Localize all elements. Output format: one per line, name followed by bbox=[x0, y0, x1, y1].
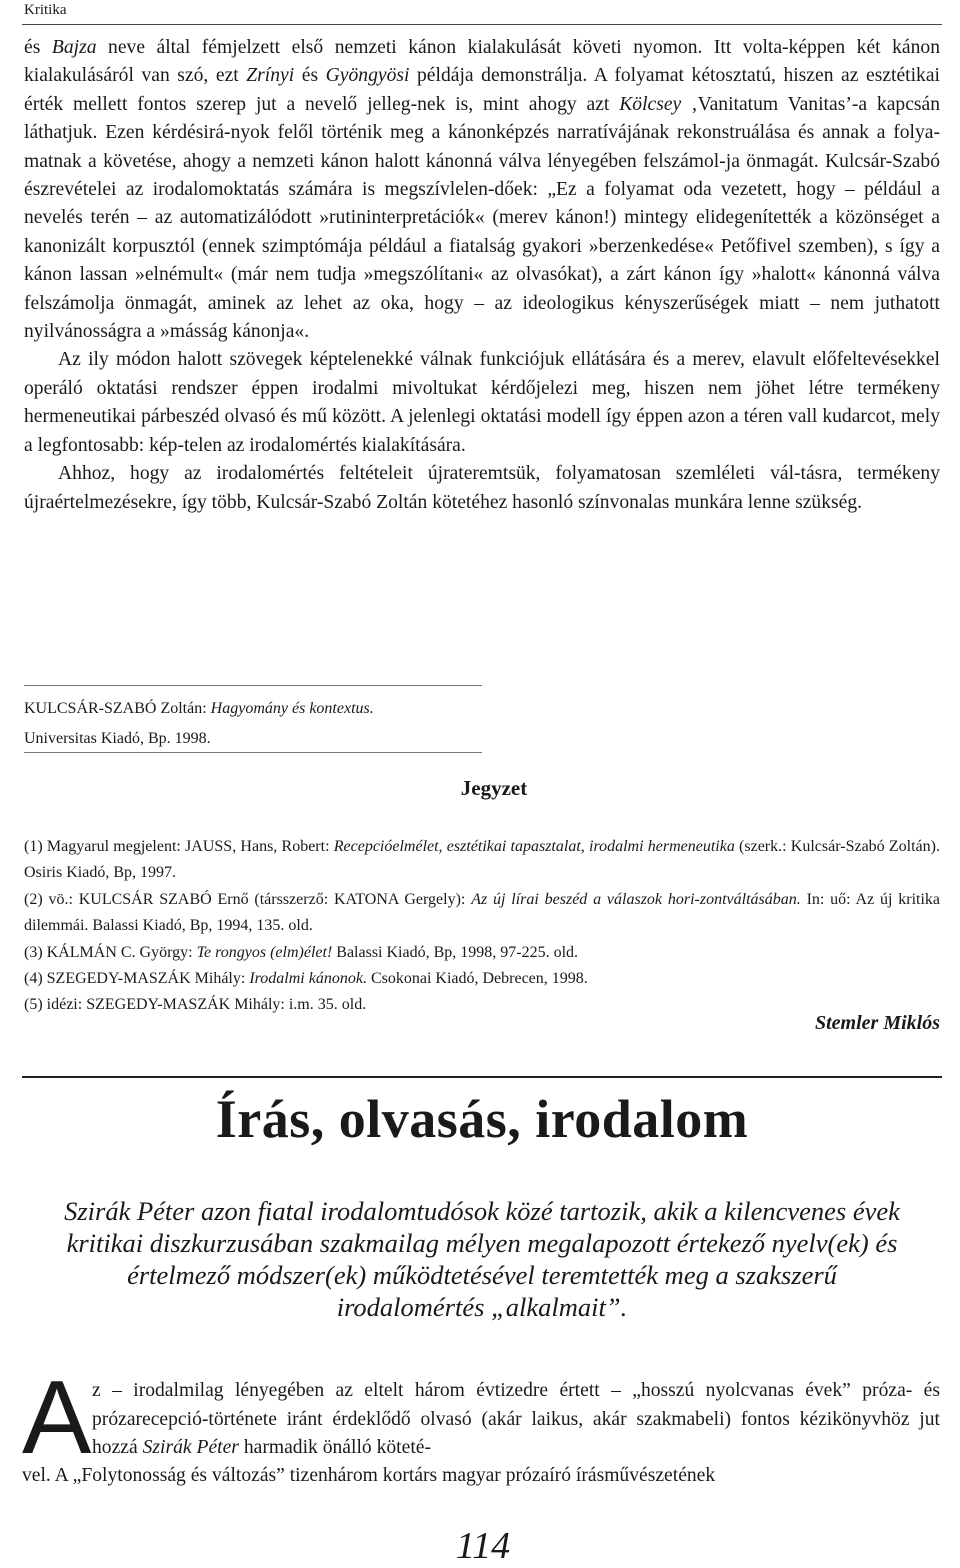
italic-name: Bajza bbox=[51, 37, 97, 58]
reference-line bbox=[24, 694, 374, 724]
reference-publisher: Universitas Kiadó, Bp. 1998. bbox=[24, 730, 211, 747]
review-author: Stemler Miklós bbox=[814, 1012, 940, 1034]
paragraph bbox=[24, 34, 940, 346]
paragraph bbox=[92, 1377, 940, 1463]
italic-name: Szirák Péter bbox=[142, 1437, 239, 1458]
note-item bbox=[24, 834, 940, 887]
note-title: Recepcióelmélet, esztétikai tapasztalat, irodalmi hermeneutika bbox=[333, 838, 735, 855]
note-text: In: uő: Az új kritika dilemmái. Balassi Kiadó, Bp, 1994, 135. old. bbox=[24, 890, 941, 935]
note-title: Irodalmi kánonok. bbox=[249, 970, 367, 988]
section-label: Kritika bbox=[24, 2, 67, 18]
italic-name: Kölcsey bbox=[619, 93, 682, 115]
italic-name: Zrínyi bbox=[246, 65, 295, 87]
reference-title: Hagyomány és kontextus. bbox=[210, 700, 374, 717]
note-text: (4) SZEGEDY-MASZÁK Mihály: bbox=[24, 970, 250, 988]
note-item bbox=[24, 966, 940, 992]
reference-rule-bottom bbox=[24, 752, 482, 753]
note-item: (5) idézi: SZEGEDY-MASZÁK Mihály: i.m. 35. old. bbox=[24, 996, 367, 1014]
text-run: ‚Vanitatum Vanitas’-a kapcsán láthatjuk. Ezen kérdésirá-nyok felől történik meg a kánonképzés narratívájának rekonstruálása és annak a folya-matnak a követése, ahogy a nemzeti kánon halott kánonná válva lényegében felszámol-ja önmagát. Kulcsár-Szabó észrevételei az irodalomoktatás számára is megszívlelen-dőek: „Ez a folyamat oda vezetett, hogy – például a nevelés terén – az automatizálódott »rutininterpretációk« (merev kánon!) mintegy elidegenítették a közönséget a kanonizált korpusztól (ennek szimptómája például a fiatalság gyakori »berzenkedése« Petőfivel szemben), s így a kánon lassan »elnémult« (már nem tudja »megszólítani« az olvasókat), a zárt kánon így »halott« kánonná válva felszámolja önmagát, aminek az lehet az oka, hogy – az ideologikus kényszerűségek miatt – nem juthatott nyilvánosságra a »másság kánonja«. bbox=[24, 93, 941, 343]
header-rule bbox=[22, 24, 942, 25]
note-text: (2) vö.: KULCSÁR SZABÓ Ernő (társszerző: KATONA Gergely): bbox=[24, 890, 472, 908]
section-divider bbox=[22, 1076, 942, 1078]
italic-name: Gyöngyösi bbox=[325, 65, 410, 87]
article-body-continued: vel. A „Folytonosság és változás” tizenhárom kortárs magyar prózaíró írásművészetének bbox=[22, 1465, 716, 1486]
page-number: 114 bbox=[455, 1525, 511, 1567]
note-text: Balassi Kiadó, Bp, 1998, 97-225. old. bbox=[332, 943, 579, 961]
text-run: és bbox=[24, 37, 52, 58]
note-item bbox=[24, 940, 940, 966]
note-text: (1) Magyarul megjelent: JAUSS, Hans, Robert: bbox=[24, 838, 334, 855]
drop-cap: A bbox=[22, 1360, 92, 1476]
text-run: példája demonstrálja. A folyamat kétosztatú, hiszen az esztétikai érték mellett fontos szerep jut a nevelő jelleg-nek is, mint ahogy azt bbox=[24, 65, 940, 115]
text-run: harmadik önálló köteté- bbox=[238, 1437, 431, 1458]
paragraph: Az ily módon halott szövegek képtelenekké válnak funkciójuk ellátására és a merev, elavult előfeltevésekkel operáló oktatási rendszer éppen irodalmi mivoltukat kérdőjelezi meg, hiszen nem jöhet létre termékeny hermeneutikai párbeszéd olvasó és mű között. A jelenlegi oktatási modell így éppen azon a téren vall kudarcot, mely a legfontosabb: kép-telen az irodalomértés kialakítására. bbox=[24, 349, 940, 456]
text-run: neve által fémjelzett első nemzeti kánon kialakulását követi nyomon. Itt volta-képpen két kánon kialakulásáról van szó, ezt bbox=[24, 37, 940, 87]
notes-list bbox=[24, 834, 940, 1019]
review-body bbox=[24, 34, 940, 517]
reference-author: KULCSÁR-SZABÓ Zoltán: bbox=[24, 700, 211, 717]
article-title: Írás, olvasás, irodalom bbox=[215, 1089, 749, 1149]
note-title: Az új lírai beszéd a válaszok hori-zontváltásában. bbox=[471, 890, 801, 908]
article-lead: Szirák Péter azon fiatal irodalomtudósok közé tartozik, akik a kilencvenes évek kritikai diszkurzusában szakmailag mélyen megalapozott értekező nyelv(ek) és értelmező módszer(ek) működtetésével teremtették meg a szakszerű irodalomértés „alkalmait”. bbox=[64, 1196, 900, 1322]
note-item bbox=[24, 887, 940, 940]
note-text: (szerk.: Kulcsár-Szabó Zoltán). Osiris Kiadó, Bp, 1997. bbox=[24, 838, 940, 882]
paragraph: Ahhoz, hogy az irodalomértés feltételeit újrateremtsük, folyamatosan szemléleti vál-tásra, termékeny újraértelmezésekre, így több, Kulcsár-Szabó Zoltán kötetéhez hasonló színvonalas munkára lenne szükség. bbox=[24, 463, 940, 513]
note-text: Csokonai Kiadó, Debrecen, 1998. bbox=[366, 970, 588, 988]
book-reference bbox=[24, 694, 374, 754]
article-body bbox=[92, 1377, 940, 1463]
note-title: Te rongyos (elm)élet! bbox=[196, 943, 333, 961]
text-run: és bbox=[294, 65, 326, 87]
note-text: (3) KÁLMÁN C. György: bbox=[24, 943, 197, 961]
reference-rule-top bbox=[24, 685, 482, 686]
notes-heading: Jegyzet bbox=[460, 776, 528, 800]
text-run: z – irodalmilag lényegében az eltelt három évtizedre értett – „hosszú nyolcvanas évek” próza- és prózarecepció-története iránt érdeklődő olvasó (akár laikus, akár szakmabeli) fontos kézikönyvhöz jut hozzá bbox=[92, 1380, 940, 1458]
